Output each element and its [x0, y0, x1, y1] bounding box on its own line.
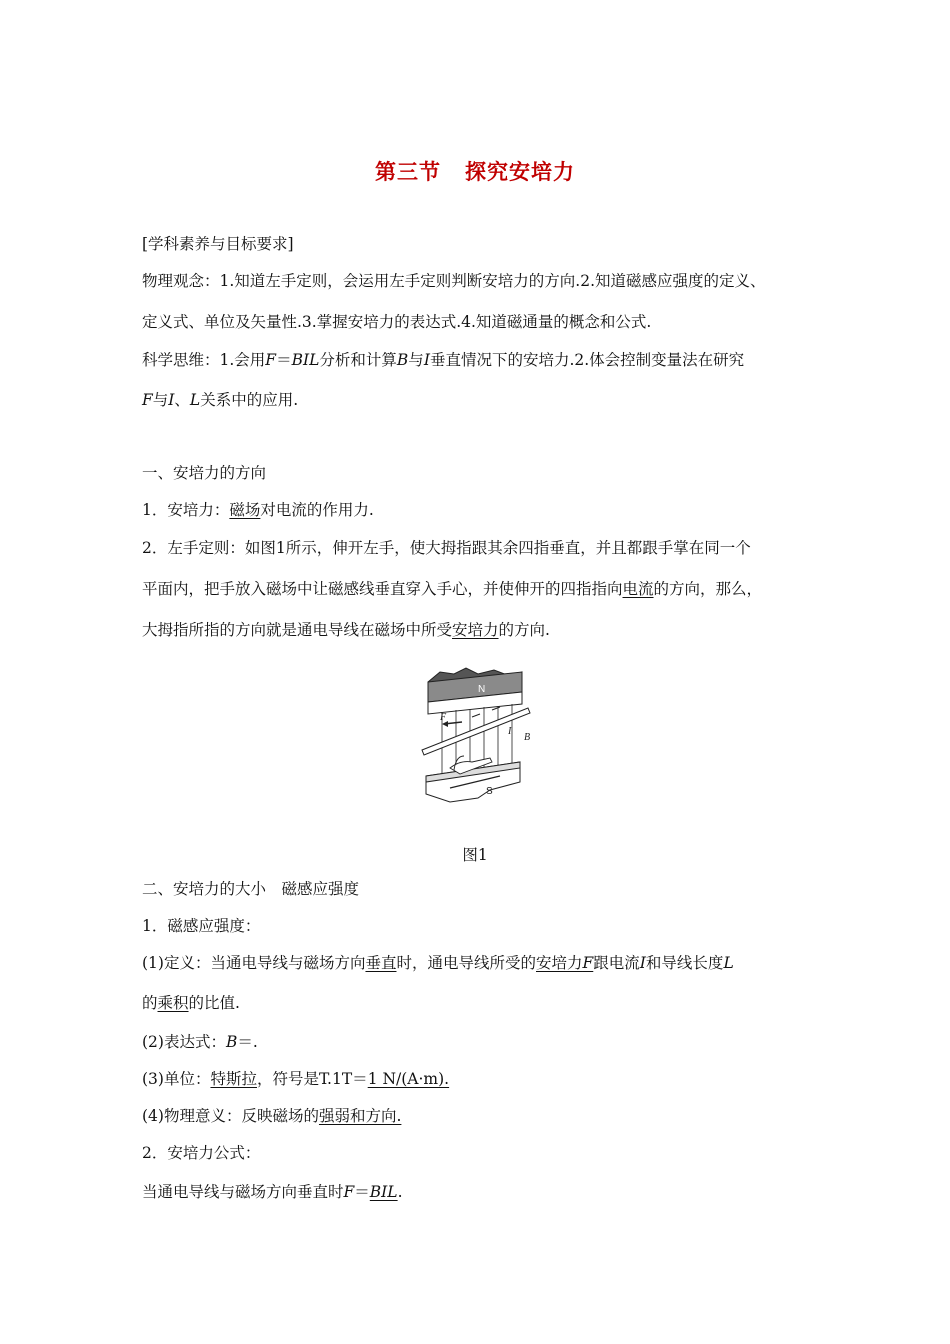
- section2-item2: 2．安培力公式：: [142, 1144, 261, 1162]
- section1-item2-line1: 2．左手定则：如图1所示，伸开左手，使大拇指跟其余四指垂直，并且都跟手掌在同一个: [142, 539, 751, 557]
- left-hand-rule-figure: [420, 664, 540, 814]
- section1-heading: 一、安培力的方向: [142, 464, 267, 482]
- page-title: 第三节 探究安培力: [375, 160, 575, 184]
- goals-physics-line1: 物理观念：1.知道左手定则，会运用左手定则判断安培力的方向.2.知道磁感应强度的定义、: [142, 272, 766, 290]
- label-f: F: [440, 712, 447, 723]
- section2-expression: (2)表达式：B＝.: [142, 1033, 258, 1051]
- section1-item2-line3: 大拇指所指的方向就是通电导线在磁场中所受安培力的方向.: [142, 621, 550, 639]
- label-n: N: [478, 684, 486, 695]
- section2-meaning: (4)物理意义：反映磁场的强弱和方向.: [142, 1107, 402, 1125]
- figure-caption: 图1: [462, 846, 488, 864]
- section1-item2-line2: 平面内，把手放入磁场中让磁感线垂直穿入手心，并使伸开的四指指向电流的方向，那么，: [142, 580, 763, 598]
- goals-science-line1: 科学思维：1.会用F＝BIL分析和计算B与I垂直情况下的安培力.2.体会控制变量法在研究: [142, 351, 745, 369]
- section2-definition-line1: (1)定义：当通电导线与磁场方向垂直时，通电导线所受的安培力F跟电流I和导线长度L: [142, 954, 734, 972]
- label-s: S: [486, 786, 493, 797]
- label-i: I: [508, 726, 512, 737]
- section2-item1: 1．磁感应强度：: [142, 917, 261, 935]
- label-b: B: [524, 732, 531, 743]
- goals-science-line2: F与I、L关系中的应用.: [142, 391, 299, 409]
- section1-item1: 1．安培力：磁场对电流的作用力.: [142, 501, 374, 519]
- goals-physics-line2: 定义式、单位及矢量性.3.掌握安培力的表达式.4.知道磁通量的概念和公式.: [142, 313, 652, 331]
- section2-definition-line2: 的乘积的比值.: [142, 994, 240, 1012]
- section2-unit: (3)单位：特斯拉，符号是T.1T＝1 N/(A·m).: [142, 1070, 450, 1088]
- goals-header: [学科素养与目标要求]: [142, 235, 294, 253]
- section2-formula: 当通电导线与磁场方向垂直时F＝BIL.: [142, 1183, 403, 1201]
- section2-heading: 二、安培力的大小 磁感应强度: [142, 880, 360, 898]
